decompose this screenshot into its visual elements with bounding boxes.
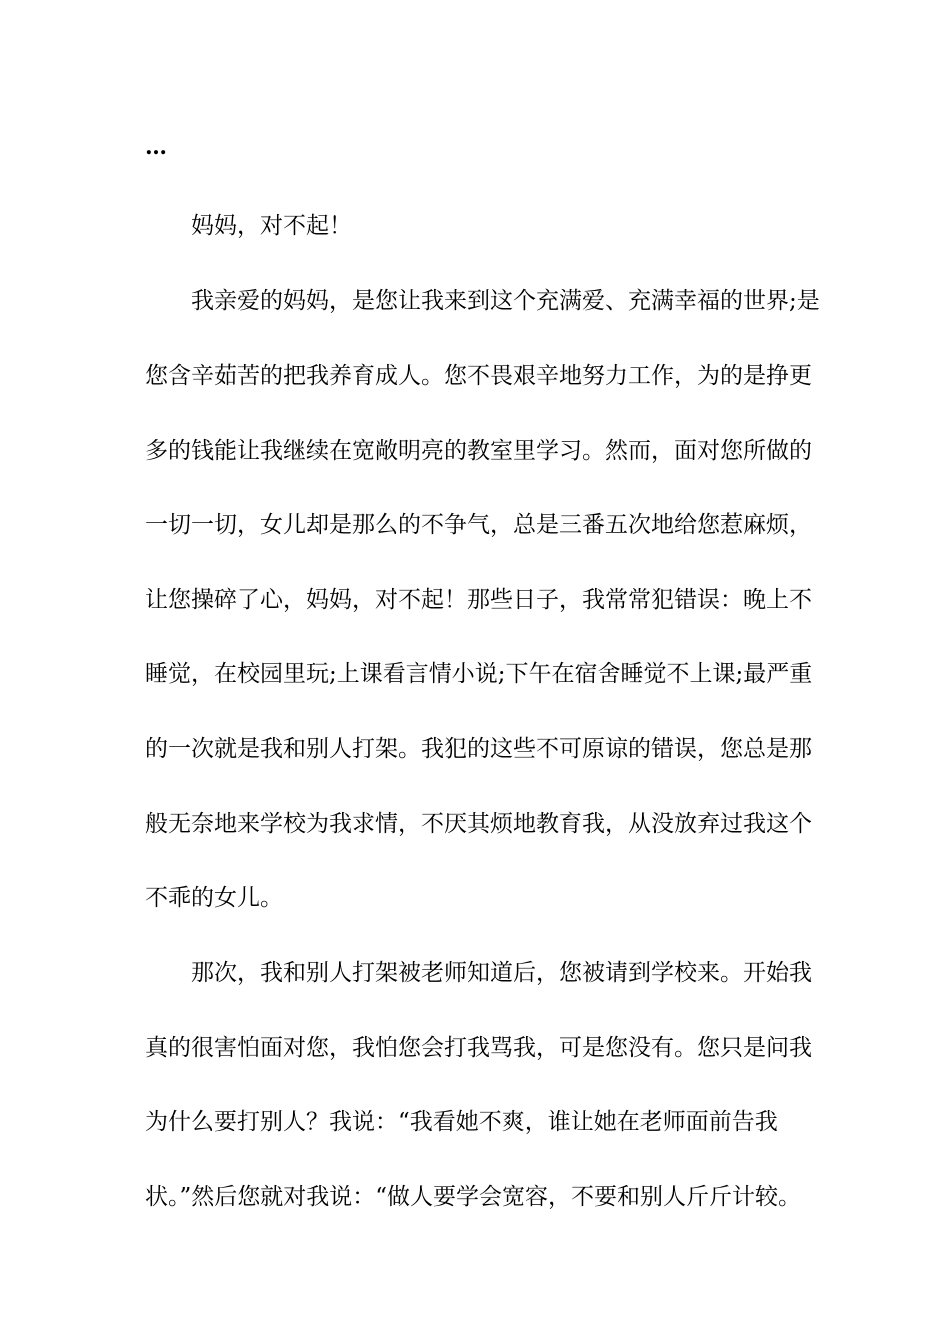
text-line: 让您操碎了心，妈妈，对不起！那些日子，我常常犯错误：晚上不 [145,587,812,613]
text-line: 一切一切，女儿却是那么的不争气，总是三番五次地给您惹麻烦， [145,512,812,538]
text-line: 真的很害怕面对您，我怕您会打我骂我，可是您没有。您只是问我 [145,1035,812,1061]
text-line: 睡觉，在校园里玩;上课看言情小说;下午在宿舍睡觉不上课;最严重 [145,661,813,687]
text-line: 状。”然后您就对我说：“做人要学会宽容，不要和别人斤斤计较。 [145,1184,802,1210]
text-line: 般无奈地来学校为我求情，不厌其烦地教育我，从没放弃过我这个 [145,811,812,837]
text-line: 的一次就是我和别人打架。我犯的这些不可原谅的错误，您总是那 [145,736,812,762]
text-line: 不乖的女儿。 [145,885,283,911]
text-line: 我亲爱的妈妈，是您让我来到这个充满爱、充满幸福的世界;是 [191,288,820,314]
text-line: 多的钱能让我继续在宽敞明亮的教室里学习。然而，面对您所做的 [145,438,812,464]
ellipsis: … [145,134,168,160]
text-line: 您含辛茹苦的把我养育成人。您不畏艰辛地努力工作，为的是挣更 [145,363,812,389]
text-line: 为什么要打别人？我说：“我看她不爽，谁让她在老师面前告我 [145,1109,778,1135]
paragraph-heading: 妈妈，对不起！ [191,213,352,239]
text-line: 那次，我和别人打架被老师知道后，您被请到学校来。开始我 [191,960,812,986]
